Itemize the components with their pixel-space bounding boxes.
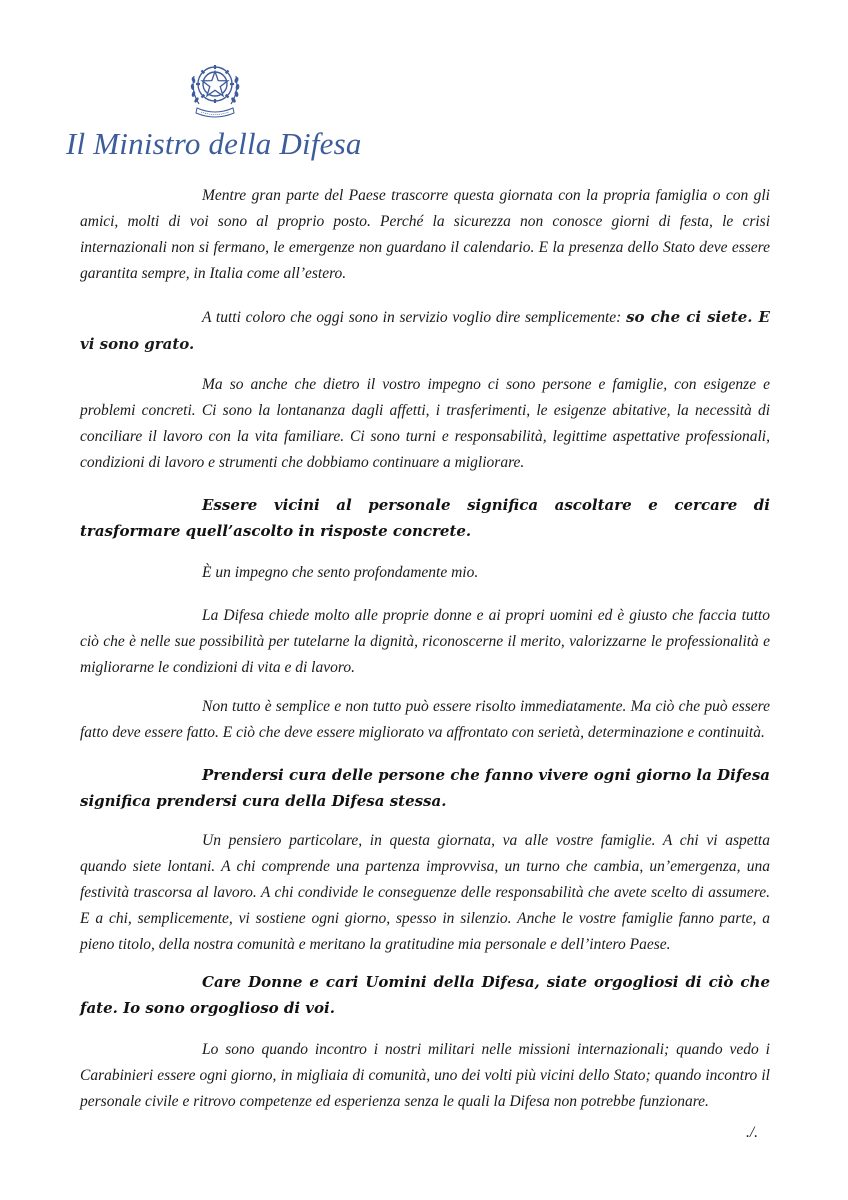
paragraph-families-thoughts: Un pensiero particolare, in questa giornata, va alle vostre famiglie. A chi vi aspetta quando siete lontani. A chi comprende una partenza improvvisa, un turno che cambia, un’emergenza, una festività trascorsa al lavoro. A chi condivide le conseguenze delle responsabilità che avete scelto di assumere. E a chi, semplicemente, vi sostiene ogni giorno, spesso in silenzio. Anche le vostre famiglie fanno parte, a pieno titolo, della nostra comunità e meritano la gratitudine mia personale e dell’intero Paese. bbox=[80, 832, 770, 953]
paragraph-gratitude-emphasis: so che ci siete. E vi sono grato. bbox=[80, 308, 770, 353]
paragraph-gratitude-lead: A tutti coloro che oggi sono in servizio voglio dire semplicemente: bbox=[202, 309, 627, 326]
paragraph-gratitude bbox=[80, 304, 770, 358]
paragraph-commitment: È un impegno che sento profondamente mio. bbox=[202, 564, 479, 581]
ministry-letterhead-title: Il Ministro della Difesa bbox=[66, 126, 362, 161]
emphasis-listening: Essere vicini al personale significa ascoltare e cercare di trasformare quell’ascolto in risposte concrete. bbox=[80, 496, 770, 540]
paragraph-opening: Mentre gran parte del Paese trascorre questa giornata con la propria famiglia o con gli amici, molti di voi sono al proprio posto. Perché la sicurezza non conosce giorni di festa, le crisi internazionali non si fermano, le emergenze non guardano il calendario. E la presenza dello Stato deve essere garantita sempre, in Italia come all’estero. bbox=[80, 187, 770, 282]
italian-republic-emblem-icon bbox=[185, 56, 245, 122]
emphasis-pride: Care Donne e cari Uomini della Difesa, siate orgogliosi di ciò che fate. Io sono orgoglioso di voi. bbox=[80, 973, 770, 1017]
page-continuation-mark: ./. bbox=[746, 1124, 759, 1141]
paragraph-missions: Lo sono quando incontro i nostri militari nelle missioni internazionali; quando vedo i Carabinieri essere ogni giorno, in migliaia di comunità, uno dei volti più vicini dello Stato; quando incontro il personale civile e ritrovo competenze ed esperienza senza le quali la Difesa non potrebbe funzionare. bbox=[80, 1041, 770, 1110]
emphasis-care: Prendersi cura delle persone che fanno vivere ogni giorno la Difesa significa prendersi cura della Difesa stessa. bbox=[80, 766, 770, 810]
paragraph-defense-asks: La Difesa chiede molto alle proprie donne e ai propri uomini ed è giusto che faccia tutto ciò che è nelle sue possibilità per tutelarne la dignità, riconoscerne il merito, valorizzarne le professionalità e migliorarne le condizioni di vita e di lavoro. bbox=[80, 607, 770, 676]
paragraph-families-needs: Ma so anche che dietro il vostro impegno ci sono persone e famiglie, con esigenze e problemi concreti. Ci sono la lontananza dagli affetti, i trasferimenti, le esigenze abitative, la necessità di conciliare il lavoro con la vita familiare. Ci sono turni e responsabilità, legittime aspettative professionali, condizioni di lavoro e strumenti che dobbiamo continuare a migliorare. bbox=[80, 376, 770, 471]
paragraph-not-simple: Non tutto è semplice e non tutto può essere risolto immediatamente. Ma ciò che può essere fatto deve essere fatto. E ciò che deve essere migliorato va affrontato con serietà, determinazione e continuità. bbox=[80, 698, 770, 741]
